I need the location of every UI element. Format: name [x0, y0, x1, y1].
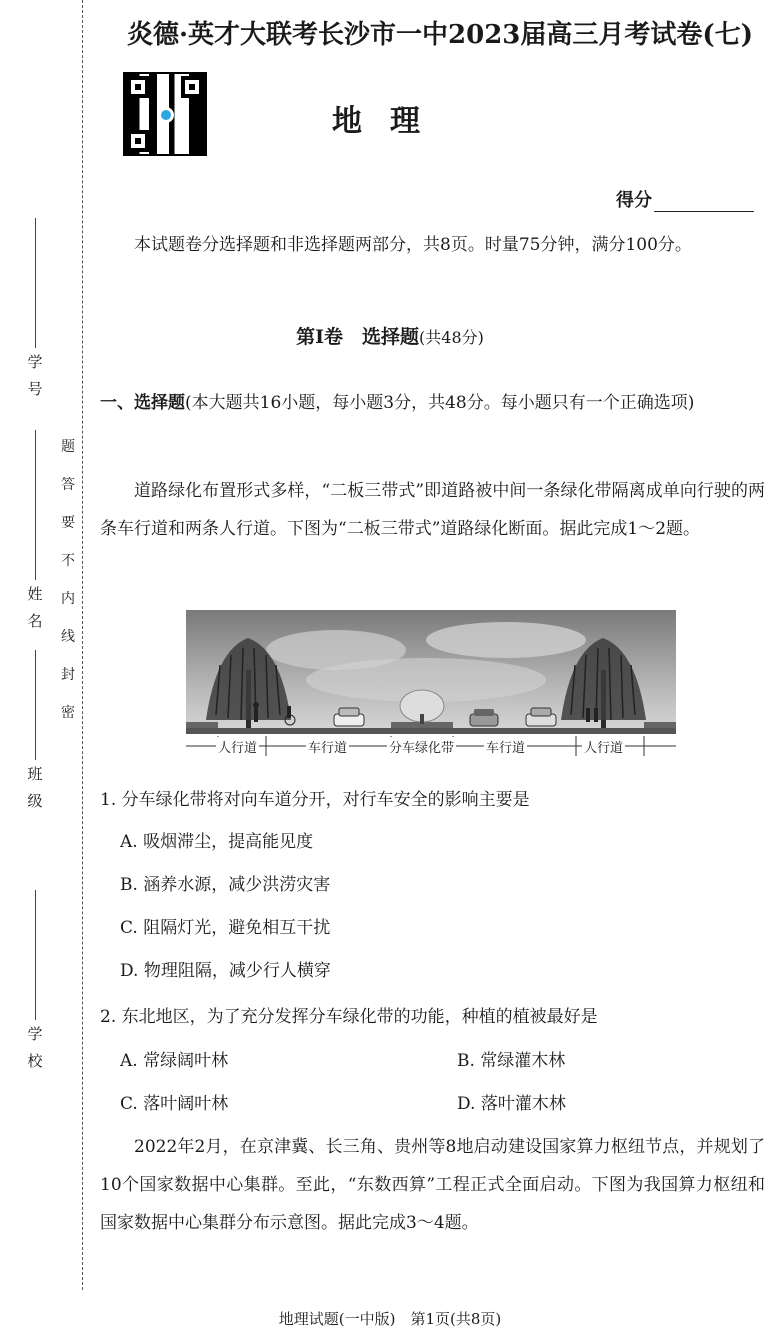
school-field [20, 890, 50, 1086]
class-field [20, 650, 50, 826]
part1-heading-title: 一、选择题 [100, 393, 185, 413]
question-1-option-d[interactable]: D. 物理阻隔，减少行人横穿 [120, 961, 331, 981]
seal-char: 内 [61, 591, 75, 607]
question-1-stem: 1. 分车绿化带将对向车道分开，对行车安全的影响主要是 [100, 790, 530, 810]
exam-title: 炎德·英才大联考长沙市一中2023届高三月考试卷(七) [126, 20, 754, 50]
name-field [20, 430, 50, 646]
question-2-stem: 2. 东北地区，为了充分发挥分车绿化带的功能，种植的植被最好是 [100, 1007, 598, 1027]
score-blank[interactable] [654, 193, 754, 212]
seal-char: 答 [61, 477, 75, 493]
section-points: (共48分) [419, 328, 484, 347]
seal-char: 要 [61, 515, 75, 531]
question-2-option-d[interactable]: D. 落叶灌木林 [457, 1094, 566, 1114]
binding-dashed-line [82, 0, 83, 1290]
name-label: 姓名 [25, 586, 44, 640]
question-2-option-a[interactable]: A. 常绿阔叶林 [120, 1051, 229, 1071]
question-1-option-b[interactable]: B. 涵养水源，减少洪涝灾害 [120, 875, 331, 895]
figure-label: 人行道 [582, 737, 625, 756]
seal-char: 密 [61, 705, 75, 721]
figure-label: 分车绿化带 [387, 737, 456, 756]
subject-title: 地理 [332, 104, 448, 139]
school-label: 学校 [25, 1026, 44, 1080]
seal-char: 题 [61, 439, 75, 455]
student-id-label: 学号 [25, 354, 44, 408]
road-cross-section-figure [186, 610, 676, 766]
seal-char: 线 [61, 629, 75, 645]
score-label: 得分 [616, 190, 652, 211]
passage-2: 2022年2月，在京津冀、长三角、贵州等8地启动建设国家算力枢纽节点，并规划了10个国家数据中心集群。至此，“东数西算”工程正式全面启动。下图为我国算力枢纽和国家数据中心集群分布示意图。据此完成3～4题。 [100, 1137, 765, 1233]
part1-heading [100, 384, 765, 422]
page-footer: 地理试题(一中版) 第1页(共8页) [278, 1310, 502, 1328]
section-title-text: 第Ⅰ卷 选择题 [296, 326, 420, 348]
question-2-option-b[interactable]: B. 常绿灌木林 [457, 1051, 566, 1071]
seal-line-text [58, 436, 78, 740]
seal-char: 封 [61, 667, 75, 683]
figure-label: 车行道 [484, 737, 527, 756]
figure-label: 车行道 [306, 737, 349, 756]
seal-char: 不 [61, 553, 75, 569]
score-field [616, 186, 754, 212]
question-2-option-c[interactable]: C. 落叶阔叶林 [120, 1094, 229, 1114]
question-1-option-c[interactable]: C. 阻隔灯光，避免相互干扰 [120, 918, 331, 938]
class-label: 班级 [25, 766, 44, 820]
passage-1: 道路绿化布置形式多样，“二板三带式”即道路被中间一条绿化带隔离成单向行驶的两条车行道和两条人行道。下图为“二板三带式”道路绿化断面。据此完成1～2题。 [100, 481, 765, 539]
question-1-option-a[interactable]: A. 吸烟滞尘，提高能见度 [120, 832, 314, 852]
part1-heading-desc: (本大题共16小题，每小题3分，共48分。每小题只有一个正确选项) [185, 393, 695, 413]
student-id-field [20, 218, 50, 414]
figure-label: 人行道 [216, 737, 259, 756]
intro-paragraph: 本试题卷分选择题和非选择题两部分，共8页。时量75分钟，满分100分。 [134, 235, 692, 255]
section-title [100, 322, 680, 349]
